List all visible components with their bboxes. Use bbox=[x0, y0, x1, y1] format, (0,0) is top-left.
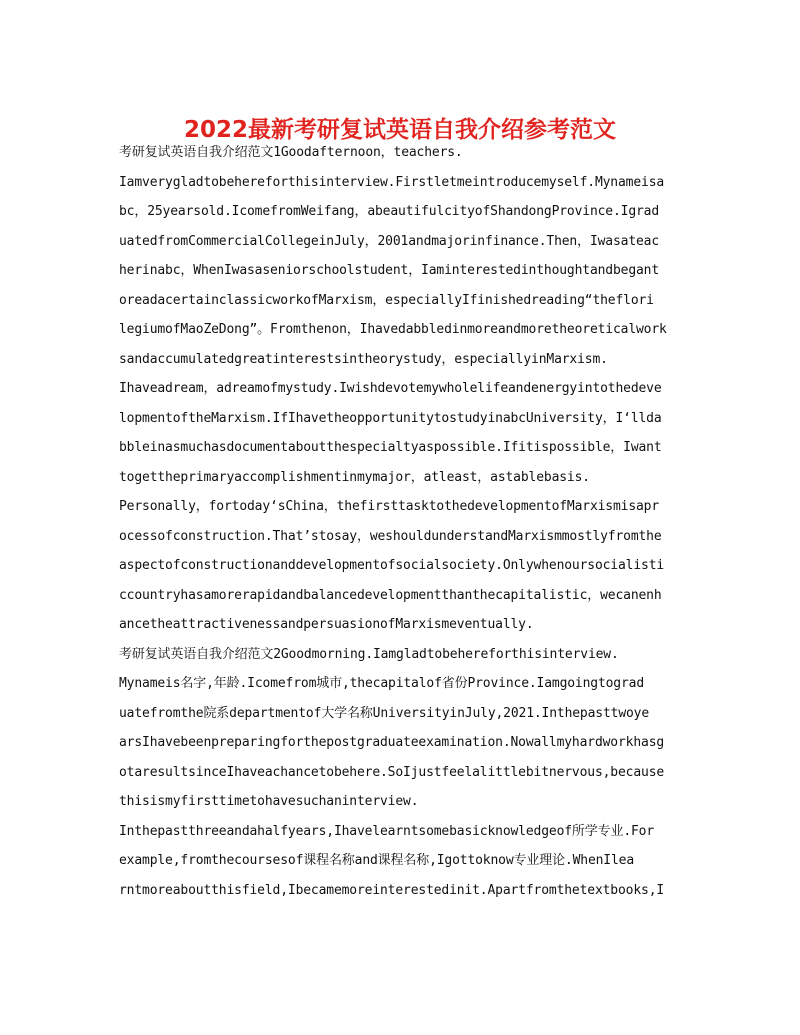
text-line: Iamverygladtobehereforthisinterview.Firstletmeintroducemyself.Mynameisa bbox=[119, 174, 665, 190]
text-line: Inthepastthreeandahalfyears,Ihavelearntsomebasicknowledgeof所学专业.For bbox=[119, 823, 655, 839]
text-line: Mynameis名字,年龄.Icomefrom城市,thecapitalof省份Province.Iamgoingtograd bbox=[119, 676, 645, 691]
text-line: uatedfromCommercialCollegeinJuly，2001andmajorinfinance.Then，Iwasateac bbox=[119, 233, 660, 249]
text-line: thisismyfirsttimetohavesuchaninterview. bbox=[119, 794, 419, 809]
text-line: uatefromthe院系departmentof大学名称UniversityinJuly,2021.Inthepasttwoye bbox=[119, 705, 650, 721]
text-line: rntmoreaboutthisfield,Ibecamemoreinterestedinit.Apartfromthetextbooks,I bbox=[119, 882, 665, 898]
text-line: aspectofconstructionanddevelopmentofsocialsociety.Onlywhenoursocialisti bbox=[119, 558, 665, 573]
text-line: bbleinasmuchasdocumentaboutthespecialtyaspossible.Ifitispossible，Iwant bbox=[119, 440, 662, 455]
text-line: togettheprimaryaccomplishmentinmymajor，atleast，astablebasis. bbox=[119, 469, 590, 485]
document-title: 2022最新考研复试英语自我介绍参考范文 bbox=[183, 117, 616, 144]
text-line: legiumofMaoZeDong”。Fromthenon，Ihavedabbledinmoreandmoretheoreticalwork bbox=[119, 322, 667, 337]
text-line: arsIhavebeenpreparingforthepostgraduateexamination.Nowallmyhardworkhasg bbox=[119, 735, 665, 750]
text-line: oreadacertainclassicworkofMarxism，especiallyIfinishedreading“theflori bbox=[119, 292, 654, 308]
document-body bbox=[119, 138, 689, 905]
text-line: Personally，fortoday‘sChina，thefirsttasktothedevelopmentofMarxismisapr bbox=[119, 499, 660, 514]
text-line: sandaccumulatedgreatinterestsintheorystudy，especiallyinMarxism. bbox=[119, 351, 608, 367]
text-line: lopmentoftheMarxism.IfIhavetheopportunitytostudyinabcUniversity，I‘llda bbox=[119, 410, 662, 426]
text-line: ocessofconstruction.That’stosay，weshouldunderstandMarxismmostlyfromthe bbox=[119, 528, 662, 544]
text-line: ancetheattractivenessandpersuasionofMarxismeventually. bbox=[119, 617, 534, 632]
text-line: bc，25yearsold.IcomefromWeifang，abeautifulcityofShandongProvince.Igrad bbox=[119, 204, 660, 219]
text-line: otaresultsinceIhaveachancetobehere.SoIjustfeelalittlebitnervous,because bbox=[119, 764, 665, 780]
text-line: example,fromthecoursesof课程名称and课程名称,Igottoknow专业理论.WhenIlea bbox=[119, 853, 635, 868]
text-line: 考研复试英语自我介绍范文2Goodmorning.Iamgladtobehereforthisinterview. bbox=[119, 646, 619, 662]
text-line: 考研复试英语自我介绍范文1Goodafternoon，teachers. bbox=[119, 145, 463, 160]
text-line: herinabc，WhenIwasaseniorschoolstudent，Iaminterestedinthoughtandbegant bbox=[119, 263, 660, 278]
text-line: ccountryhasamorerapidandbalancedevelopmentthanthecapitalistic，wecanenh bbox=[119, 587, 662, 603]
text-line: Ihaveadream，adreamofmystudy.Iwishdevotemywholelifeandenergyintothedeve bbox=[119, 381, 662, 396]
